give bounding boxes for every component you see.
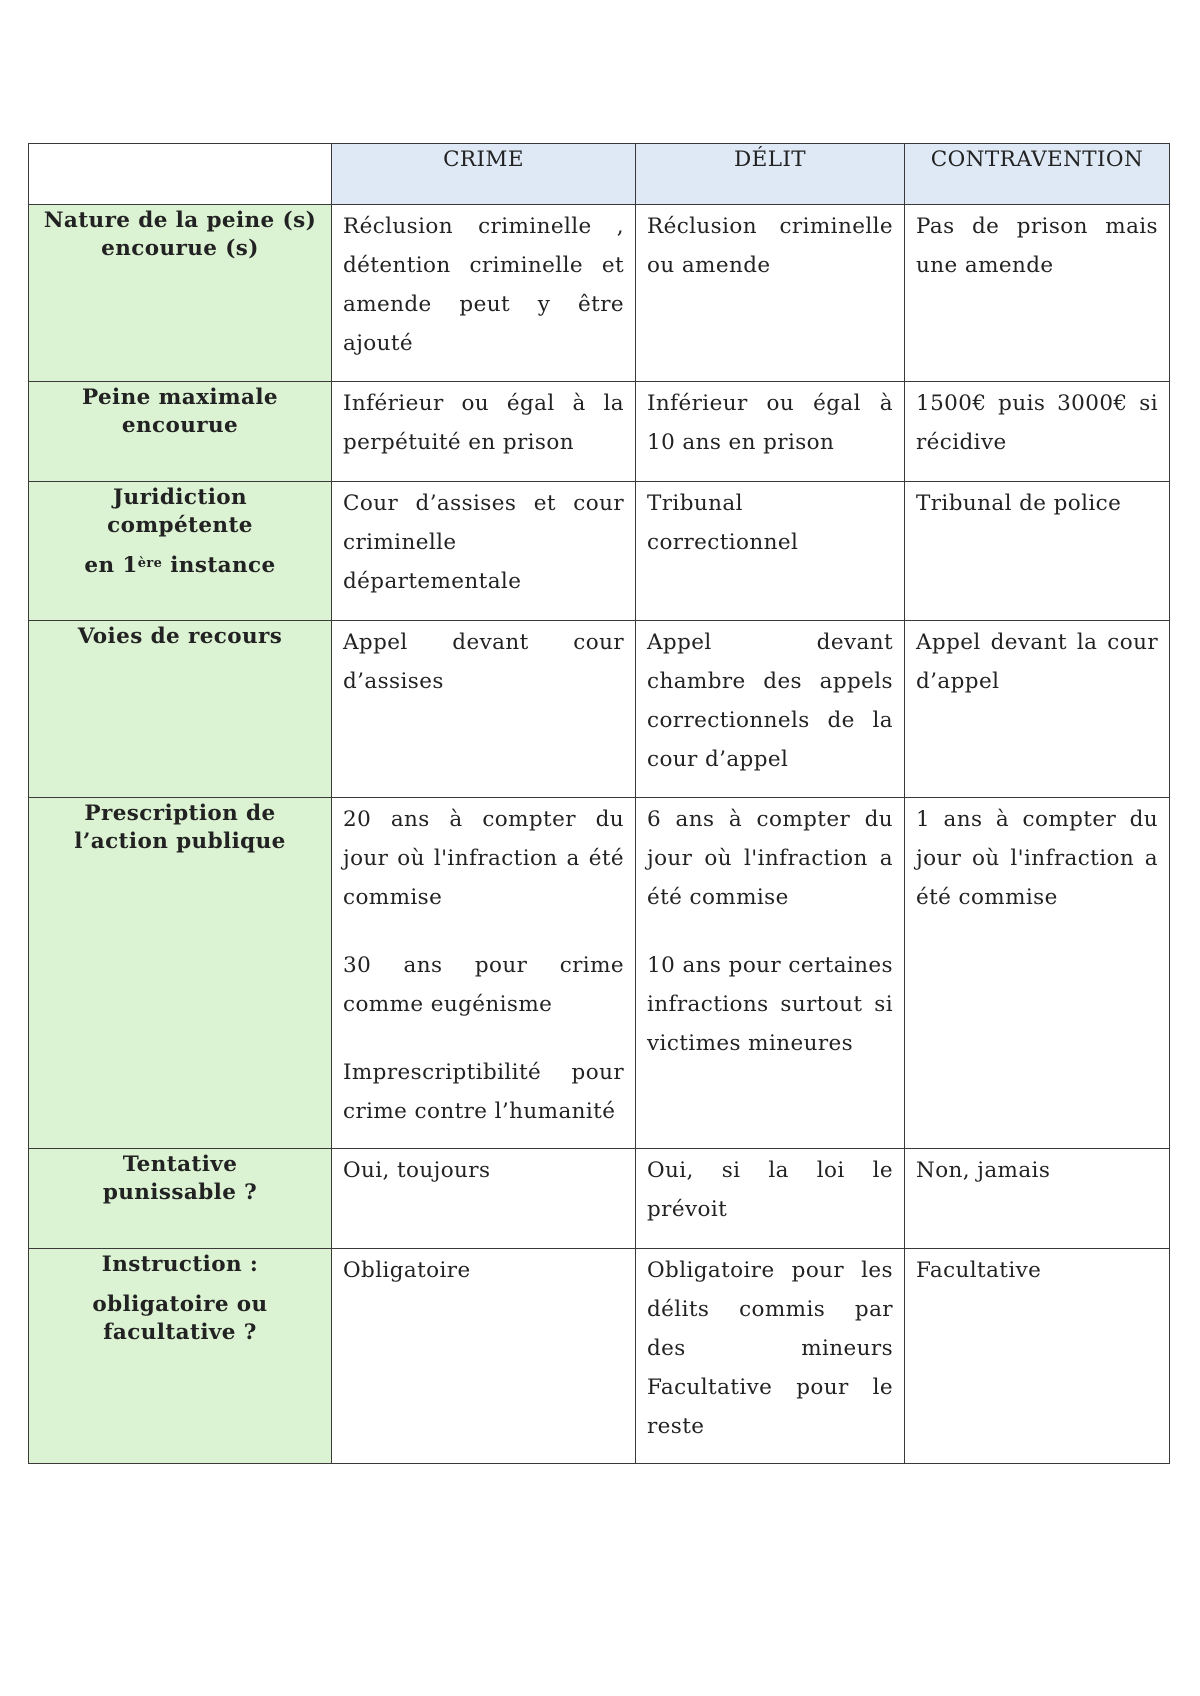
table-row xyxy=(29,482,1170,621)
cell-paragraph: Oui, toujours xyxy=(343,1158,491,1183)
cell-paragraph: Réclusion criminelle ou amende xyxy=(647,214,893,278)
cell-paragraph: Appel devant cour d’assises xyxy=(343,630,624,694)
cell-crime xyxy=(332,1249,636,1464)
cell-contravention xyxy=(905,382,1170,482)
row-label-line: Prescription de xyxy=(84,801,276,826)
cell-crime xyxy=(332,1149,636,1249)
row-label-line: Nature de la peine (s) xyxy=(43,208,317,233)
cell-delit xyxy=(636,205,905,382)
row-label-prescription xyxy=(29,798,332,1149)
table-row xyxy=(29,205,1170,382)
header-contravention: CONTRAVENTION xyxy=(905,144,1170,205)
cell-delit xyxy=(636,621,905,798)
cell-crime xyxy=(332,798,636,1149)
row-label-instance xyxy=(40,552,320,580)
row-label-line: Instruction : xyxy=(101,1252,259,1277)
cell-contravention xyxy=(905,621,1170,798)
row-label-line: encourue (s) xyxy=(101,236,259,261)
cell-crime xyxy=(332,621,636,798)
table-row xyxy=(29,1149,1170,1249)
row-label-voies-recours xyxy=(29,621,332,798)
instance-superscript: ère xyxy=(137,556,163,571)
row-label-line: Juridiction xyxy=(112,485,248,510)
cell-contravention xyxy=(905,1249,1170,1464)
cell-paragraph: Cour d’assises et cour criminelle départementale xyxy=(343,491,624,594)
cell-paragraph: 20 ans à compter du jour où l'infraction a été commise xyxy=(343,807,624,910)
cell-paragraph: Facultative xyxy=(916,1258,1042,1283)
infractions-comparison-table xyxy=(28,143,1170,1464)
cell-paragraph: 1500€ puis 3000€ si récidive xyxy=(916,391,1158,455)
header-row xyxy=(29,144,1170,205)
cell-delit xyxy=(636,1149,905,1249)
row-label-line: compétente xyxy=(107,513,253,538)
cell-paragraph: Obligatoire xyxy=(343,1258,471,1283)
cell-paragraph: Non, jamais xyxy=(916,1158,1051,1183)
cell-contravention xyxy=(905,482,1170,621)
cell-paragraph: Inférieur ou égal à 10 ans en prison xyxy=(647,391,893,455)
cell-paragraph: Appel devant chambre des appels correctionnels de la cour d’appel xyxy=(647,630,893,772)
cell-paragraph: Appel devant la cour d’appel xyxy=(916,630,1158,694)
table-row xyxy=(29,1249,1170,1464)
row-label-line: Voies de recours xyxy=(77,624,283,649)
row-label-juridiction xyxy=(29,482,332,621)
cell-paragraph: Tribunal correctionnel xyxy=(647,491,799,555)
instance-prefix: en 1 xyxy=(84,553,138,578)
row-label-line: Tentative xyxy=(122,1152,238,1177)
cell-contravention xyxy=(905,1149,1170,1249)
header-delit: DÉLIT xyxy=(636,144,905,205)
row-label-line: punissable ? xyxy=(102,1180,258,1205)
cell-delit xyxy=(636,798,905,1149)
instance-suffix: instance xyxy=(162,553,276,578)
cell-paragraph: 10 ans pour certaines infractions surtout si victimes mineures xyxy=(647,953,893,1056)
cell-paragraph: Pas de prison mais une amende xyxy=(916,214,1158,278)
cell-paragraph: Réclusion criminelle , détention criminelle et amende peut y être ajouté xyxy=(343,214,624,356)
table-row xyxy=(29,798,1170,1149)
cell-crime xyxy=(332,482,636,621)
row-label-line: l’action publique xyxy=(74,829,286,854)
cell-delit xyxy=(636,1249,905,1464)
cell-crime xyxy=(332,382,636,482)
row-label-line: Peine maximale xyxy=(81,385,279,410)
row-label-line: facultative ? xyxy=(103,1320,257,1345)
row-label-peine-maximale xyxy=(29,382,332,482)
row-label-tentative xyxy=(29,1149,332,1249)
row-label-instruction xyxy=(29,1249,332,1464)
cell-delit xyxy=(636,382,905,482)
row-label-line: encourue xyxy=(121,413,239,438)
cell-delit xyxy=(636,482,905,621)
header-corner-cell xyxy=(29,144,332,205)
cell-paragraph: Imprescriptibilité pour crime contre l’humanité xyxy=(343,1060,624,1124)
cell-paragraph: 6 ans à compter du jour où l'infraction a été commise xyxy=(647,807,893,910)
cell-paragraph: Oui, si la loi le prévoit xyxy=(647,1158,893,1222)
cell-contravention xyxy=(905,798,1170,1149)
cell-paragraph: Inférieur ou égal à la perpétuité en prison xyxy=(343,391,624,455)
row-label-nature-peine xyxy=(29,205,332,382)
row-label-line: obligatoire ou xyxy=(92,1292,268,1317)
cell-paragraph: Obligatoire pour les délits commis par des mineurs Facultative pour le reste xyxy=(647,1258,893,1439)
cell-paragraph: 30 ans pour crime comme eugénisme xyxy=(343,953,624,1017)
cell-paragraph: 1 ans à compter du jour où l'infraction a été commise xyxy=(916,807,1158,910)
cell-paragraph: Tribunal de police xyxy=(916,491,1122,516)
cell-contravention xyxy=(905,205,1170,382)
table-row xyxy=(29,382,1170,482)
cell-crime xyxy=(332,205,636,382)
header-crime: CRIME xyxy=(332,144,636,205)
table-row xyxy=(29,621,1170,798)
